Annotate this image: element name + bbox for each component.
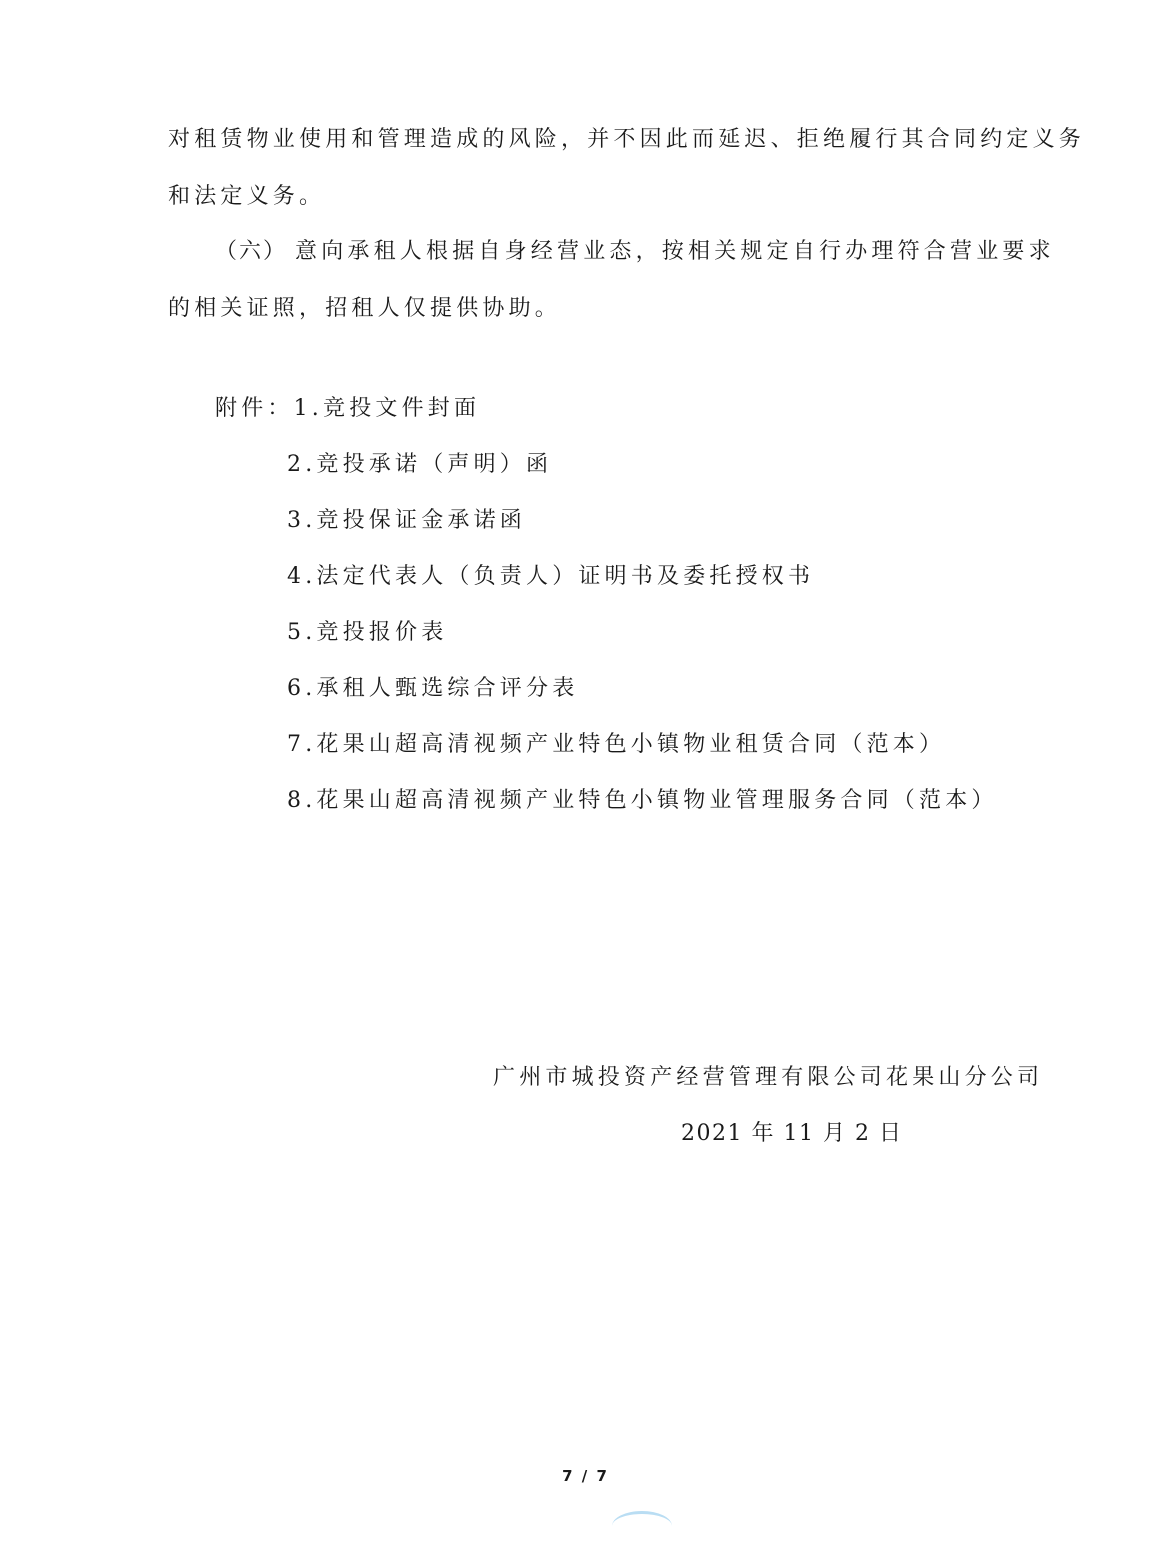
clause-six-line-1	[215, 237, 1055, 267]
clause-six-text: 意向承租人根据自身经营业态，按相关规定自行办理符合营业要求	[295, 239, 1055, 264]
attachment-item: 6.承租人甄选综合评分表	[287, 676, 579, 701]
paragraph-continuation-line-2: 和法定义务。	[168, 184, 326, 209]
clause-six-marker: （六）	[215, 239, 288, 264]
attachment-item: 7.花果山超高清视频产业特色小镇物业租赁合同（范本）	[287, 732, 946, 757]
attachment-item: 4.法定代表人（负责人）证明书及委托授权书	[287, 564, 815, 589]
attachment-list-first-line	[215, 394, 480, 424]
attachment-item: 5.竞投报价表	[287, 620, 448, 645]
attachment-item: 1.竞投文件封面	[293, 396, 481, 421]
paragraph-continuation-line-1: 对租赁物业使用和管理造成的风险，并不因此而延迟、拒绝履行其合同约定义务	[168, 127, 1086, 152]
attachment-label: 附件：	[215, 396, 294, 421]
attachment-item: 8.花果山超高清视频产业特色小镇物业管理服务合同（范本）	[287, 788, 998, 813]
attachment-item: 2.竞投承诺（声明）函	[287, 452, 553, 477]
page-number: 7 / 7	[562, 1467, 609, 1485]
attachment-item: 3.竞投保证金承诺函	[287, 508, 526, 533]
signature-organization: 广州市城投资产经营管理有限公司花果山分公司	[493, 1065, 1044, 1090]
clause-six-line-2: 的相关证照，招租人仅提供协助。	[168, 296, 562, 321]
signature-date: 2021 年 11 月 2 日	[681, 1121, 903, 1146]
scroll-indicator[interactable]	[612, 1511, 672, 1541]
